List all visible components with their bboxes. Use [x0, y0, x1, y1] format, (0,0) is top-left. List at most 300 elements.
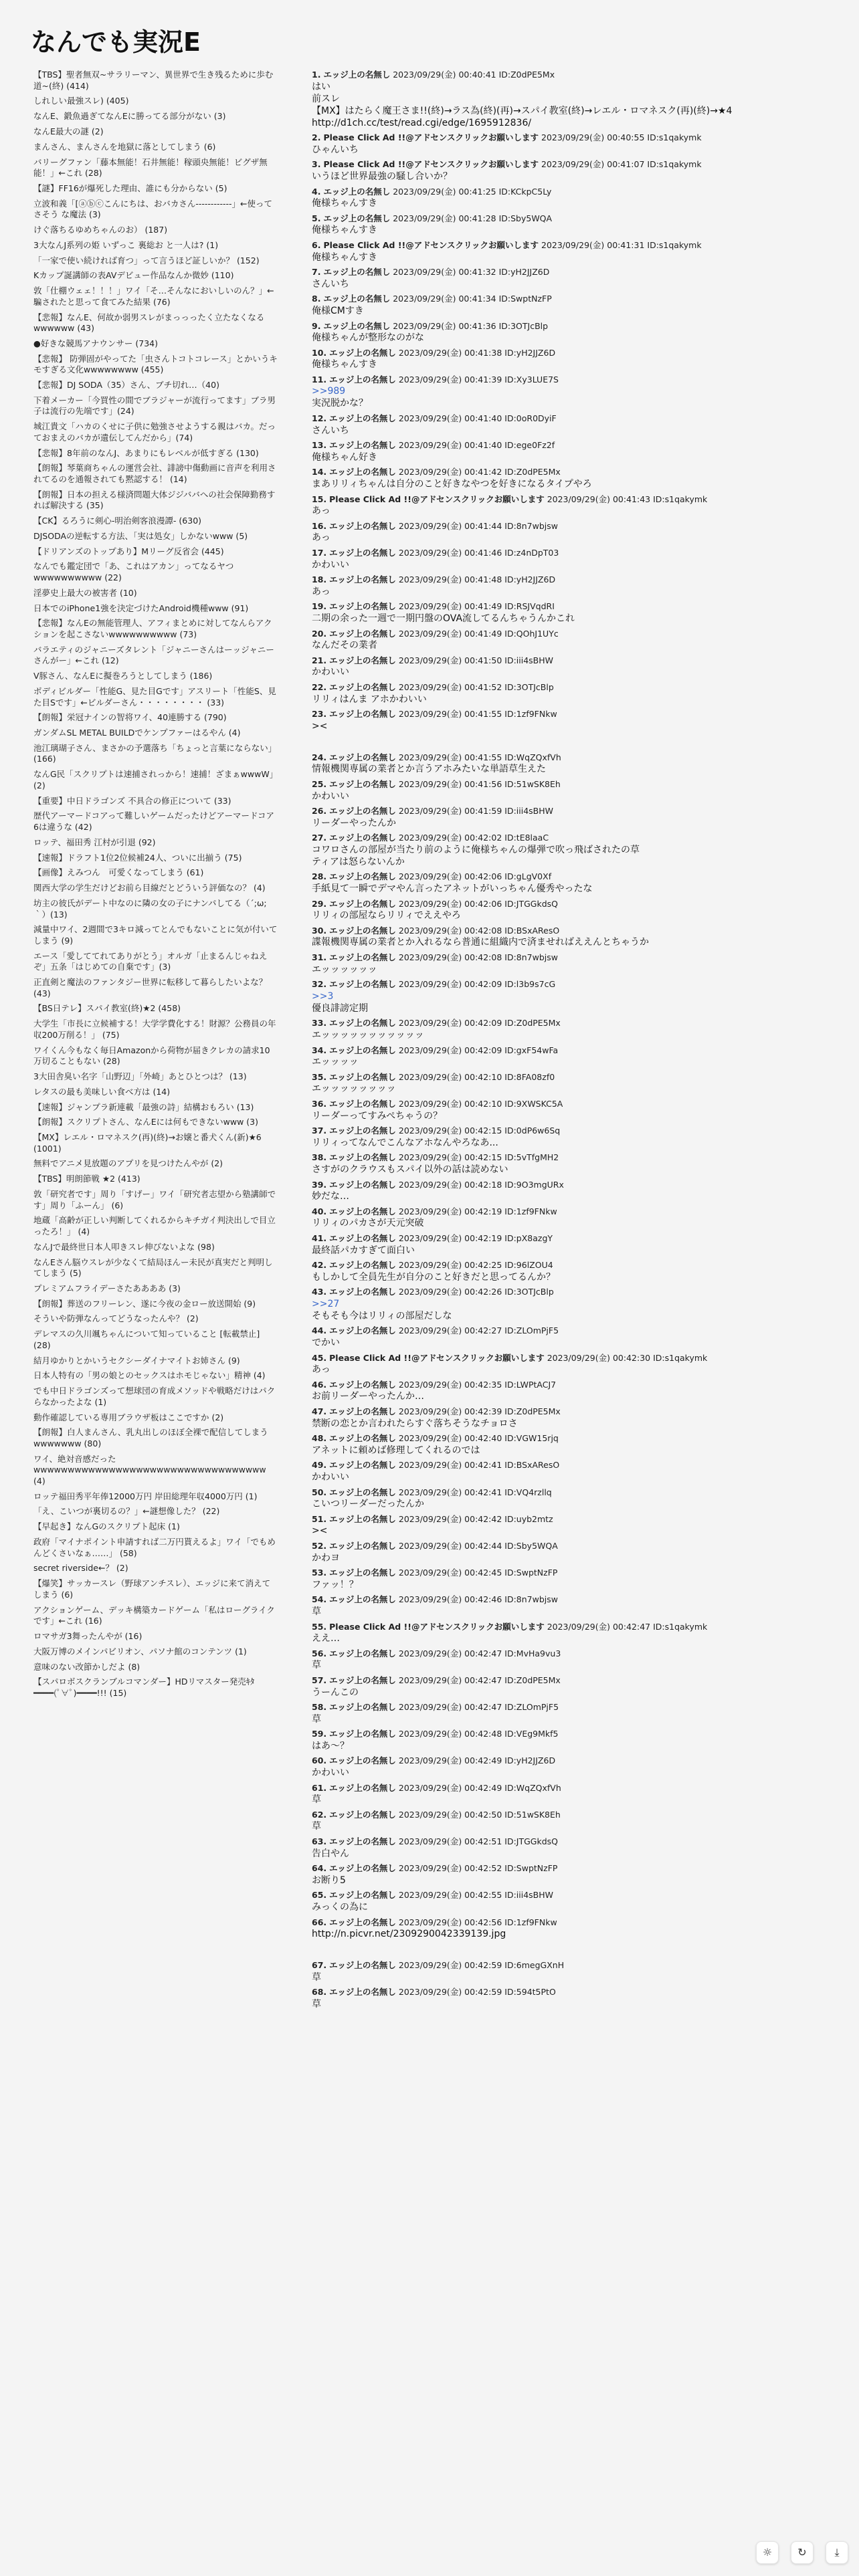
post-number[interactable]: 14.	[312, 467, 327, 477]
post-number[interactable]: 24.	[312, 752, 327, 762]
post-meta: 2023/09/29(金) 00:42:09 ID:gxF54wFa	[398, 1045, 559, 1055]
post-header	[312, 952, 834, 964]
thread-link[interactable]: 【CK】るろうに剣心-明治剣客浪漫譚- (630)	[33, 516, 202, 526]
thread-link[interactable]: 歴代アーマードコアって難しいゲームだったけどアーマードコア6は違うな (42)	[33, 811, 275, 832]
post	[312, 1018, 834, 1041]
thread-link[interactable]: 無料でアニメ見放題のアプリを見つけたんやが (2)	[33, 1158, 223, 1169]
thread-link[interactable]: secret riverside←？ (2)	[33, 1563, 128, 1574]
thread-link[interactable]: 政府「マイナポイント申請すれば二万円貰えるよ」ワイ「でもめんどくさいなぁ……」 (58)	[33, 1537, 276, 1558]
post	[312, 1260, 834, 1283]
post-number[interactable]: 10.	[312, 347, 327, 358]
thread-link[interactable]: 動作確認している専用ブラウザ板はここですか (2)	[33, 1412, 224, 1422]
post-text: 俺様CMすき	[312, 305, 364, 316]
thread-link[interactable]: アクションゲーム、デッキ構築カードゲーム「私はローグライクです」←これ (16)	[33, 1604, 275, 1626]
post-header	[312, 467, 834, 478]
thread-link[interactable]: 【TBS】聖者無双~サラリーマン、異世界で生き残るために歩む道~(終) (414)	[33, 70, 274, 91]
thread-link[interactable]: 坊主の彼氏がデート中なのに隣の女の子にナンパしてる（´;ω;｀）(13)	[33, 897, 267, 920]
post-number[interactable]: 2.	[312, 132, 321, 143]
thread-link[interactable]: 城江貴文「ハカのくせに子供に勉強させようする親はバカ。だっておまえのバカが遺伝してんだから」(74)	[33, 421, 276, 443]
post-meta: 2023/09/29(金) 00:42:19 ID:pX8azgY	[398, 1232, 553, 1243]
post-number[interactable]: 31.	[312, 952, 327, 963]
thread-link[interactable]: バリーグファン「藤本無能！石井無能！稼頭央無能！ビグザ無能！」←これ (28)	[33, 156, 268, 179]
thread-link[interactable]: 【悲報】DJ SODA（35）さん、ブチ切れ…（40)	[33, 380, 219, 391]
thread-link[interactable]: 【BS日テレ】スパイ教室(終)★2 (458)	[33, 1003, 181, 1014]
post-number[interactable]: 50.	[312, 1487, 327, 1497]
thread-link[interactable]: そういや防弾なんってどうなったんや？ (2)	[33, 1313, 199, 1324]
thread-link[interactable]: 淫夢史上最大の被害者 (10)	[33, 587, 137, 598]
post-author: エッジ上の名無し	[329, 1675, 396, 1685]
reload-icon[interactable]: ↻	[791, 2541, 814, 2564]
post-number[interactable]: 32.	[312, 979, 327, 990]
post-number[interactable]: 64.	[312, 1863, 327, 1874]
post-author: エッジ上の名無し	[329, 374, 396, 385]
thread-link[interactable]: 【MX】レエル・ロマネスク(再)(終)→お嬢と番犬くん(新)★6 (1001)	[33, 1132, 262, 1154]
post	[312, 440, 834, 463]
post-header	[312, 1487, 834, 1499]
post-body	[312, 990, 834, 1014]
post-body	[312, 1971, 834, 1983]
post-header	[312, 709, 834, 720]
post-number[interactable]: 56.	[312, 1648, 327, 1658]
thread-link[interactable]: 日本人特有の「男の娘とのセックスはホモじゃない」精神 (4)	[33, 1370, 266, 1381]
post-number[interactable]: 9.	[312, 320, 321, 331]
post-text: でかい	[312, 1337, 340, 1349]
post-number[interactable]: 53.	[312, 1568, 327, 1578]
post-number[interactable]: 16.	[312, 520, 327, 531]
thread-link[interactable]: 【悲報】8年前のなんJ、あまりにもレベルが低すぎる (130)	[33, 447, 259, 458]
post-author: エッジ上の名無し	[329, 1960, 396, 1971]
post-number[interactable]: 57.	[312, 1675, 327, 1685]
post-url-link[interactable]: http://n.picvr.net/2309290042339139.jpg	[312, 1929, 506, 1940]
thread-link[interactable]: まんさん、まんさんを地獄に落としてしまう (6)	[33, 141, 216, 152]
post-number[interactable]: 21.	[312, 655, 327, 665]
thread-link[interactable]: なんE、鍛魚過ぎてなんEに勝ってる部分がない (3)	[33, 111, 226, 122]
settings-icon[interactable]: ☼	[756, 2541, 779, 2564]
post-meta: 2023/09/29(金) 00:42:47 ID:s1qakymk	[547, 1621, 708, 1632]
thread-link[interactable]: 結月ゆかりとかいうセクシーダイナマイトお姉さん (9)	[33, 1355, 240, 1366]
post-meta: 2023/09/29(金) 00:40:41 ID:Z0dPE5Mx	[393, 70, 555, 80]
post-header	[312, 1514, 834, 1525]
post-text: リリィのパカさが天元突破	[312, 1218, 424, 1229]
post-number[interactable]: 61.	[312, 1782, 327, 1793]
post-number[interactable]: 41.	[312, 1232, 327, 1243]
post-author: エッジ上の名無し	[329, 1379, 396, 1390]
post-header	[312, 132, 834, 144]
post-header	[312, 899, 834, 910]
post	[312, 1541, 834, 1564]
thread-link[interactable]: ●好きな競馬アナウンサー (734)	[33, 338, 158, 348]
thread-link[interactable]: レタスの最も美味しい食べ方は (14)	[33, 1086, 171, 1097]
thread-link[interactable]: ロマサガ3舞ったんやが (16)	[33, 1630, 142, 1641]
post-text: リーダーってすみぺちゃうの？	[312, 1110, 443, 1121]
post-meta: 2023/09/29(金) 00:41:49 ID:QOhJ1UYc	[398, 628, 559, 639]
post-author: エッジ上の名無し	[329, 1755, 396, 1766]
post-header	[312, 806, 834, 817]
page-title: なんでも実況E	[31, 27, 201, 57]
post-text: お前リーダーやったんか…	[312, 1391, 424, 1402]
post-text: 俺様ちゃん好き	[312, 451, 377, 463]
post-text: さすがのクラウスもスパイ以外の話は読めない	[312, 1164, 508, 1175]
post-header	[312, 1810, 834, 1821]
post-meta: 2023/09/29(金) 00:41:55 ID:WqZQxfVh	[398, 752, 561, 762]
post-body	[312, 1928, 834, 1940]
thread-link[interactable]: ロッテ、福田秀 江村が引退 (92)	[33, 837, 156, 847]
thread-link[interactable]: V豚さん、なんEに擬巻ろうとしてしまう (186)	[33, 671, 213, 681]
thread-link[interactable]: なんでも鑑定団で「あ、これはアカン」ってなるヤつwwwwwwwwww (22)	[33, 561, 234, 583]
post-author: エッジ上の名無し	[329, 1260, 396, 1271]
post	[312, 1460, 834, 1483]
post-author: エッジ上の名無し	[329, 1125, 396, 1136]
post-number[interactable]: 6.	[312, 239, 321, 250]
post-number[interactable]: 65.	[312, 1890, 327, 1901]
post-body	[312, 1579, 834, 1591]
post-number[interactable]: 3.	[312, 159, 321, 170]
post-author: エッジ上の名無し	[329, 413, 396, 424]
thread-link[interactable]: Kカップ誕講師の表AVデビュー作品なんか微妙 (110)	[33, 270, 234, 281]
post-number[interactable]: 11.	[312, 374, 327, 385]
post-number[interactable]: 8.	[312, 294, 321, 304]
thread-link[interactable]: 【ドリアンズのトップあり】Mリーグ反省会 (445)	[33, 546, 224, 556]
thread-link[interactable]: 【悲報】なんEの無能管理人、アフィまとめに対してなんらアクションを起こさないwwwwwwwwww (73)	[33, 618, 272, 639]
post-author: エッジ上の名無し	[329, 1071, 396, 1082]
post-author: エッジ上の名無し	[329, 1648, 396, 1658]
post-text: なんだその業者	[312, 640, 377, 651]
thread-link[interactable]: なんE最大の謎 (2)	[33, 126, 104, 136]
post	[312, 267, 834, 290]
post-meta: 2023/09/29(金) 00:42:47 ID:ZLOmPjF5	[398, 1702, 559, 1713]
post-body	[312, 1687, 834, 1699]
post-meta: 2023/09/29(金) 00:42:02 ID:tE8laaC	[398, 833, 549, 843]
post-text: ファッ！？	[312, 1579, 359, 1590]
post-text: 俺様ちゃんが整形なのがな	[312, 332, 424, 344]
thread-link[interactable]: しれしい最強スレ) (405)	[33, 96, 129, 106]
post-meta: 2023/09/29(金) 00:42:06 ID:gLgV0Xf	[398, 871, 552, 882]
post-header	[312, 682, 834, 693]
post-body	[312, 278, 834, 290]
post-number[interactable]: 62.	[312, 1809, 327, 1820]
post-body	[312, 305, 834, 317]
post-meta: 2023/09/29(金) 00:41:34 ID:SwptNzFP	[393, 294, 552, 304]
post	[312, 926, 834, 949]
post-number[interactable]: 39.	[312, 1179, 327, 1190]
thread-link[interactable]: なんEさん脳ウスレが少なくて結局ほんー未民が真実だと判明してしまう (5)	[33, 1257, 273, 1279]
post-number[interactable]: 54.	[312, 1594, 327, 1605]
post-url-link[interactable]: http://d1ch.cc/test/read.cgi/edge/1695912836/	[312, 117, 532, 128]
thread-link[interactable]: 3大田舎臭い名字「山野辺」「外崎」あとひとつは？ (13)	[33, 1071, 247, 1081]
thread-link[interactable]: 【朗報】琴葉商ちゃんの運営会社、誹謗中傷動画に音声を利用されてるのを通報されても黙認する！ (14)	[33, 463, 276, 484]
post	[312, 833, 834, 868]
post-number[interactable]: 44.	[312, 1325, 327, 1336]
post-header	[312, 1353, 834, 1364]
post-header	[312, 1648, 834, 1660]
post	[312, 1125, 834, 1149]
post-text: 優良誹謗定期	[312, 1002, 368, 1014]
post-number[interactable]: 36.	[312, 1098, 327, 1109]
post-header	[312, 601, 834, 613]
thread-link[interactable]: 【朗報】スクリプトさん、なんEには何もできないwww (3)	[33, 1117, 258, 1128]
thread-link[interactable]: 【朗報】白人まんさん、乳丸出しのほぼ全裸で配信してしまうwwwwwww (80)	[33, 1427, 268, 1448]
post-number[interactable]: 25.	[312, 778, 327, 789]
post-author: エッジ上の名無し	[329, 1179, 396, 1190]
reply-anchor-link[interactable]: >>3	[312, 990, 334, 1002]
post-meta: 2023/09/29(金) 00:41:38 ID:yH2JJZ6D	[398, 347, 556, 358]
post-number[interactable]: 26.	[312, 806, 327, 817]
thread-link[interactable]: 正直剣と魔法のファンタジー世界に転移して暮らしたいよな？ (43)	[33, 977, 268, 998]
post-number[interactable]: 15.	[312, 494, 327, 504]
post-body	[312, 964, 834, 976]
post-number[interactable]: 5.	[312, 213, 321, 223]
post	[312, 1917, 834, 1941]
post-author: Please Click Ad !!@アドセンスクリックお願いします	[323, 159, 539, 170]
post-text: かわいい	[312, 667, 349, 678]
post-header	[312, 1836, 834, 1848]
post-text: リリィはんま アホかわいい	[312, 693, 427, 705]
post-text: かわいい	[312, 559, 349, 570]
post	[312, 752, 834, 776]
post-meta: 2023/09/29(金) 00:41:56 ID:51wSK8Eh	[398, 778, 561, 789]
post-author: エッジ上の名無し	[329, 1890, 396, 1901]
post-text: 前スレ	[312, 93, 340, 104]
thread-link[interactable]: 【悲報】 防弾固がやってた「虫さんトコトコレース」とかいうキモすぎる文化wwwwwwww (455)	[33, 353, 278, 375]
post-body	[312, 1364, 834, 1376]
thread-link[interactable]: 日本でのiPhone1強を決定づけたAndroid機種www (91)	[33, 603, 249, 613]
post-number[interactable]: 48.	[312, 1433, 327, 1444]
post	[312, 1810, 834, 1833]
post	[312, 494, 834, 518]
thread-link[interactable]: 立波和義「[ⓐⓑⓒこんにちは、おバカさん------------」←使ってさそう な魔法 (3)	[33, 198, 272, 220]
thread-link[interactable]: 【朗報】葬送のフリーレン、遂に今夜の金ロー放送開始 (9)	[33, 1298, 256, 1309]
post	[312, 1755, 834, 1779]
post-number[interactable]: 37.	[312, 1125, 327, 1136]
thread-link[interactable]: けぐ落ちるゆめちゃんのお） (187)	[33, 225, 168, 235]
post-body	[312, 909, 834, 922]
post-body	[312, 1794, 834, 1806]
scroll-bottom-icon[interactable]: ⤓	[826, 2541, 848, 2564]
post	[312, 548, 834, 571]
post-number[interactable]: 58.	[312, 1702, 327, 1713]
thread-link[interactable]: 敦「仕棚ウェェ！！！」ワイ「そ…そんなにおいしいのん？」←騙されたと思って食てみた結果 (76)	[33, 286, 274, 307]
thread-link[interactable]: 関西大学の学生だけどお前ら目線だとどういう評価なの？ (4)	[33, 883, 266, 893]
post-author: エッジ上の名無し	[323, 320, 391, 331]
thread-link[interactable]: なんG民「スクリプトは速捕されっから！速捕！ざまぁwwwW」 (2)	[33, 769, 278, 790]
post-header	[312, 413, 834, 425]
thread-link[interactable]: 【朗報】日本の担える様済問題大体ジジババへの社会保障勤務すれば解決する (35)	[33, 489, 276, 511]
post-number[interactable]: 17.	[312, 548, 327, 558]
post-number[interactable]: 59.	[312, 1729, 327, 1739]
thread-link[interactable]: 池江璃瑚子さん、まさかの予選落ち「ちょっと言葉にならない」(166)	[33, 742, 277, 764]
post-number[interactable]: 45.	[312, 1352, 327, 1363]
post-body	[312, 478, 834, 490]
thread-link[interactable]: 大学生「市長に立候補する！大学学費化する！財源？公務員の年収200万削る！」 (75)	[33, 1018, 276, 1040]
thread-link[interactable]: DJSODAの逆転する方法、「実は処女」しかないwww (5)	[33, 530, 248, 541]
thread-link[interactable]: 減量中ワイ、2週間で3キロ減ってとんでもないことに気が付いてしまう (9)	[33, 924, 278, 946]
post-text: 実況脱かな？	[312, 398, 368, 409]
post-author: エッジ上の名無し	[329, 1018, 396, 1029]
post-text: お断り5	[312, 1874, 346, 1886]
post-number[interactable]: 30.	[312, 925, 327, 936]
post-header	[312, 1622, 834, 1633]
post	[312, 806, 834, 829]
post-number[interactable]: 42.	[312, 1260, 327, 1271]
thread-link[interactable]: ボディビルダー「性能G、見た目Gです」アスリート「性能S、見た目Sです」←ビルダーさん・・・・・・・・ (33)	[33, 685, 276, 708]
post-author: エッジ上の名無し	[329, 628, 396, 639]
post-number[interactable]: 4.	[312, 186, 321, 197]
thread-link[interactable]: 大阪万博のメインパビリオン、パソナ館のコンテンツ (1)	[33, 1646, 247, 1656]
thread-link[interactable]: 【悲報】なんE、何故か弱男スレがまっっったく立たなくなるwwwwww (43)	[33, 312, 265, 334]
post-number[interactable]: 68.	[312, 1987, 327, 1998]
thread-link[interactable]: ワイくん今もなく毎日Amazonから荷物が届きクレカの請求10万切ることもない (28)	[33, 1045, 270, 1067]
post-header	[312, 521, 834, 532]
post-header	[312, 1287, 834, 1298]
post-meta: 2023/09/29(金) 00:42:49 ID:yH2JJZ6D	[398, 1755, 556, 1766]
post-text: ひゃんいち	[312, 144, 359, 155]
post-number[interactable]: 28.	[312, 871, 327, 882]
post-meta: 2023/09/29(金) 00:42:47 ID:Z0dPE5Mx	[398, 1675, 561, 1685]
post-number[interactable]: 47.	[312, 1406, 327, 1417]
thread-link[interactable]: 【画像】えみつん 可愛くなってしまう (61)	[33, 867, 204, 878]
post-author: エッジ上の名無し	[329, 574, 396, 585]
post-number[interactable]: 12.	[312, 413, 327, 424]
post-number[interactable]: 63.	[312, 1836, 327, 1847]
post-number[interactable]: 18.	[312, 574, 327, 585]
post-author: エッジ上の名無し	[329, 1540, 396, 1551]
post-header	[312, 1863, 834, 1874]
post-body	[312, 385, 834, 409]
post-number[interactable]: 34.	[312, 1045, 327, 1055]
post-number[interactable]: 67.	[312, 1960, 327, 1971]
thread-link[interactable]: なんJで最終世日本人叩きスレ伸びないよな (98)	[33, 1241, 215, 1252]
post	[312, 1729, 834, 1752]
post-number[interactable]: 27.	[312, 833, 327, 843]
post-number[interactable]: 23.	[312, 709, 327, 720]
thread-link[interactable]: エース「愛しててれてありがとう」オルガ「止まるんじゃねえぞ」五条「はじめての自棄です」(3)	[33, 950, 268, 972]
post-number[interactable]: 20.	[312, 628, 327, 639]
post-number[interactable]: 35.	[312, 1071, 327, 1082]
reply-anchor-link[interactable]: >>27	[312, 1298, 340, 1309]
post-text: ええ…	[312, 1633, 340, 1644]
thread-link[interactable]: バラエティのジャニーズタレント「ジャニーさんはーッジャニーさんがー」←これ (12)	[33, 644, 274, 666]
post-body	[312, 1337, 834, 1349]
thread-link[interactable]: 【速報】ジャンプラ新連載「最強の詩」結構おもろい (13)	[33, 1101, 254, 1112]
thread-link[interactable]: でも中日ドラゴンズって想球団の育成メソッドや戦略だけはパクらなかったよな (1)	[33, 1386, 276, 1407]
post-meta: 2023/09/29(金) 00:42:18 ID:9O3mgURx	[398, 1179, 564, 1190]
post-number[interactable]: 49.	[312, 1460, 327, 1471]
thread-link[interactable]: 「一家で使い続ければ育つ」って言うほど証しいか？ (152)	[33, 255, 260, 265]
post-number[interactable]: 13.	[312, 440, 327, 451]
thread-link[interactable]: ロッテ福田秀平年俸12000万円 岸田総理年収4000万円 (1)	[33, 1491, 258, 1501]
post-text: はい	[312, 81, 330, 92]
thread-link[interactable]: 【早起き】なんGのスクリプト起床 (1)	[33, 1521, 180, 1532]
post-number[interactable]: 29.	[312, 898, 327, 909]
post-number[interactable]: 51.	[312, 1513, 327, 1524]
thread-link[interactable]: ワイ、絶対音感だった wwwwwwwwwwwwwwwwwwwwwwwwwwwwwwwwww (4)	[33, 1453, 266, 1486]
post-number[interactable]: 38.	[312, 1152, 327, 1163]
thread-link[interactable]: 「え、こいつが裏切るの？」←謎想像した？ (22)	[33, 1506, 220, 1517]
post-number[interactable]: 60.	[312, 1755, 327, 1766]
post-meta: 2023/09/29(金) 00:41:28 ID:Sby5WQA	[393, 213, 553, 223]
post-meta: 2023/09/29(金) 00:41:48 ID:yH2JJZ6D	[398, 574, 556, 585]
post-body	[312, 1271, 834, 1283]
thread-link[interactable]: 【朗報】栄冠ナインの智将ワイ、40連勝する (790)	[33, 712, 227, 723]
post-text: ><	[312, 720, 328, 732]
post-number[interactable]: 43.	[312, 1287, 327, 1297]
post-body	[312, 763, 834, 775]
post-body	[312, 883, 834, 895]
post-author: エッジ上の名無し	[329, 1836, 396, 1847]
post-meta: 2023/09/29(金) 00:40:55 ID:s1qakymk	[541, 132, 702, 143]
post-body	[312, 1418, 834, 1430]
post-header	[312, 294, 834, 305]
post	[312, 187, 834, 210]
post-author: エッジ上の名無し	[329, 1702, 396, 1713]
thread-link[interactable]: 地蔵「高齢が正しい判断してくれるからキチガイ判決出しで目立ったろ！」 (4)	[33, 1215, 276, 1237]
post-meta: 2023/09/29(金) 00:42:42 ID:uyb2mtz	[398, 1513, 553, 1524]
thread-link[interactable]: 【重要】中日ドラゴンズ 不具合の修正について (33)	[33, 795, 231, 806]
post-number[interactable]: 66.	[312, 1917, 327, 1927]
post-body	[312, 790, 834, 802]
post-number[interactable]: 40.	[312, 1206, 327, 1216]
thread-link[interactable]: 【スパロボスクランブルコマンダー】HDリマスター発売ｷﾀ━━━━(ﾟ∀ﾟ)━━━━!!! (15)	[33, 1677, 255, 1698]
post-number[interactable]: 1.	[312, 70, 321, 80]
post-text: そもそも今はリリィの部屋だしな	[312, 1310, 452, 1321]
thread-link[interactable]: 意味のない改節かしだよ (8)	[33, 1661, 140, 1672]
post	[312, 294, 834, 317]
post-header	[312, 1675, 834, 1687]
post-header	[312, 240, 834, 251]
post-author: エッジ上の名無し	[329, 1729, 396, 1739]
post-meta: 2023/09/29(金) 00:41:39 ID:Xy3LUE7S	[398, 374, 559, 385]
post	[312, 240, 834, 263]
thread-link[interactable]: ガンダムSL METAL BUILDでケンプファーはるやん (4)	[33, 728, 241, 738]
thread-link[interactable]: 【TBS】明朗節戦 ★2 (413)	[33, 1174, 140, 1184]
thread-link[interactable]: 【速報】ドラフト1位2位候補24人、ついに出揃う (75)	[33, 852, 242, 863]
post-meta: 2023/09/29(金) 00:42:48 ID:VEg9Mkf5	[398, 1729, 559, 1739]
post	[312, 374, 834, 410]
post-body	[312, 1164, 834, 1176]
post-header	[312, 1917, 834, 1929]
post-number[interactable]: 55.	[312, 1621, 327, 1632]
post	[312, 413, 834, 437]
thread-link[interactable]: 【謎】FF16が爆死した理由、誰にも分からない (5)	[33, 183, 227, 193]
post-header	[312, 1099, 834, 1110]
post-number[interactable]: 22.	[312, 681, 327, 692]
post-text: 俺様ちゃんすき	[312, 225, 377, 236]
post-author: エッジ上の名無し	[329, 979, 396, 990]
post-body	[312, 1110, 834, 1122]
thread-link[interactable]: デレマスの久川颯ちゃんについて知っていること [転載禁止] (28)	[33, 1329, 260, 1350]
post-number[interactable]: 7.	[312, 267, 321, 278]
thread-link[interactable]: プレミアムフライデーさたああああ (3)	[33, 1283, 181, 1293]
reply-anchor-link[interactable]: >>989	[312, 386, 346, 397]
post-text: 俺様ちゃんすき	[312, 251, 377, 263]
post-number[interactable]: 33.	[312, 1018, 327, 1029]
post-body	[312, 1901, 834, 1913]
thread-link[interactable]: 3大なんJ系列の姫 いずっこ 裏総お と一人は? (1)	[33, 239, 219, 250]
post-number[interactable]: 46.	[312, 1379, 327, 1390]
thread-link[interactable]: 【爆笑】サッカースレ（野球アンチスレ）、エッジに来て消えてしまう (6)	[33, 1578, 271, 1600]
post	[312, 1783, 834, 1806]
post-number[interactable]: 52.	[312, 1540, 327, 1551]
post-header	[312, 926, 834, 937]
post	[312, 899, 834, 922]
thread-link[interactable]: 敦「研究者です」周り「すげー」ワイ「研究者志望から塾講師です」周り「ふーん」 (6)	[33, 1189, 276, 1210]
post-list	[312, 70, 834, 2014]
post-header	[312, 833, 834, 844]
post	[312, 321, 834, 344]
post-text: 諜報機関専属の業者とか入れるなら普通に組織内で済ませればええんとちゃうか	[312, 937, 649, 948]
post-number[interactable]: 19.	[312, 601, 327, 612]
thread-link[interactable]: 下着メーカー「今買性の間でブラジャーが流行ってます」ブラ男子は流行の先端です」(24)	[33, 395, 276, 417]
